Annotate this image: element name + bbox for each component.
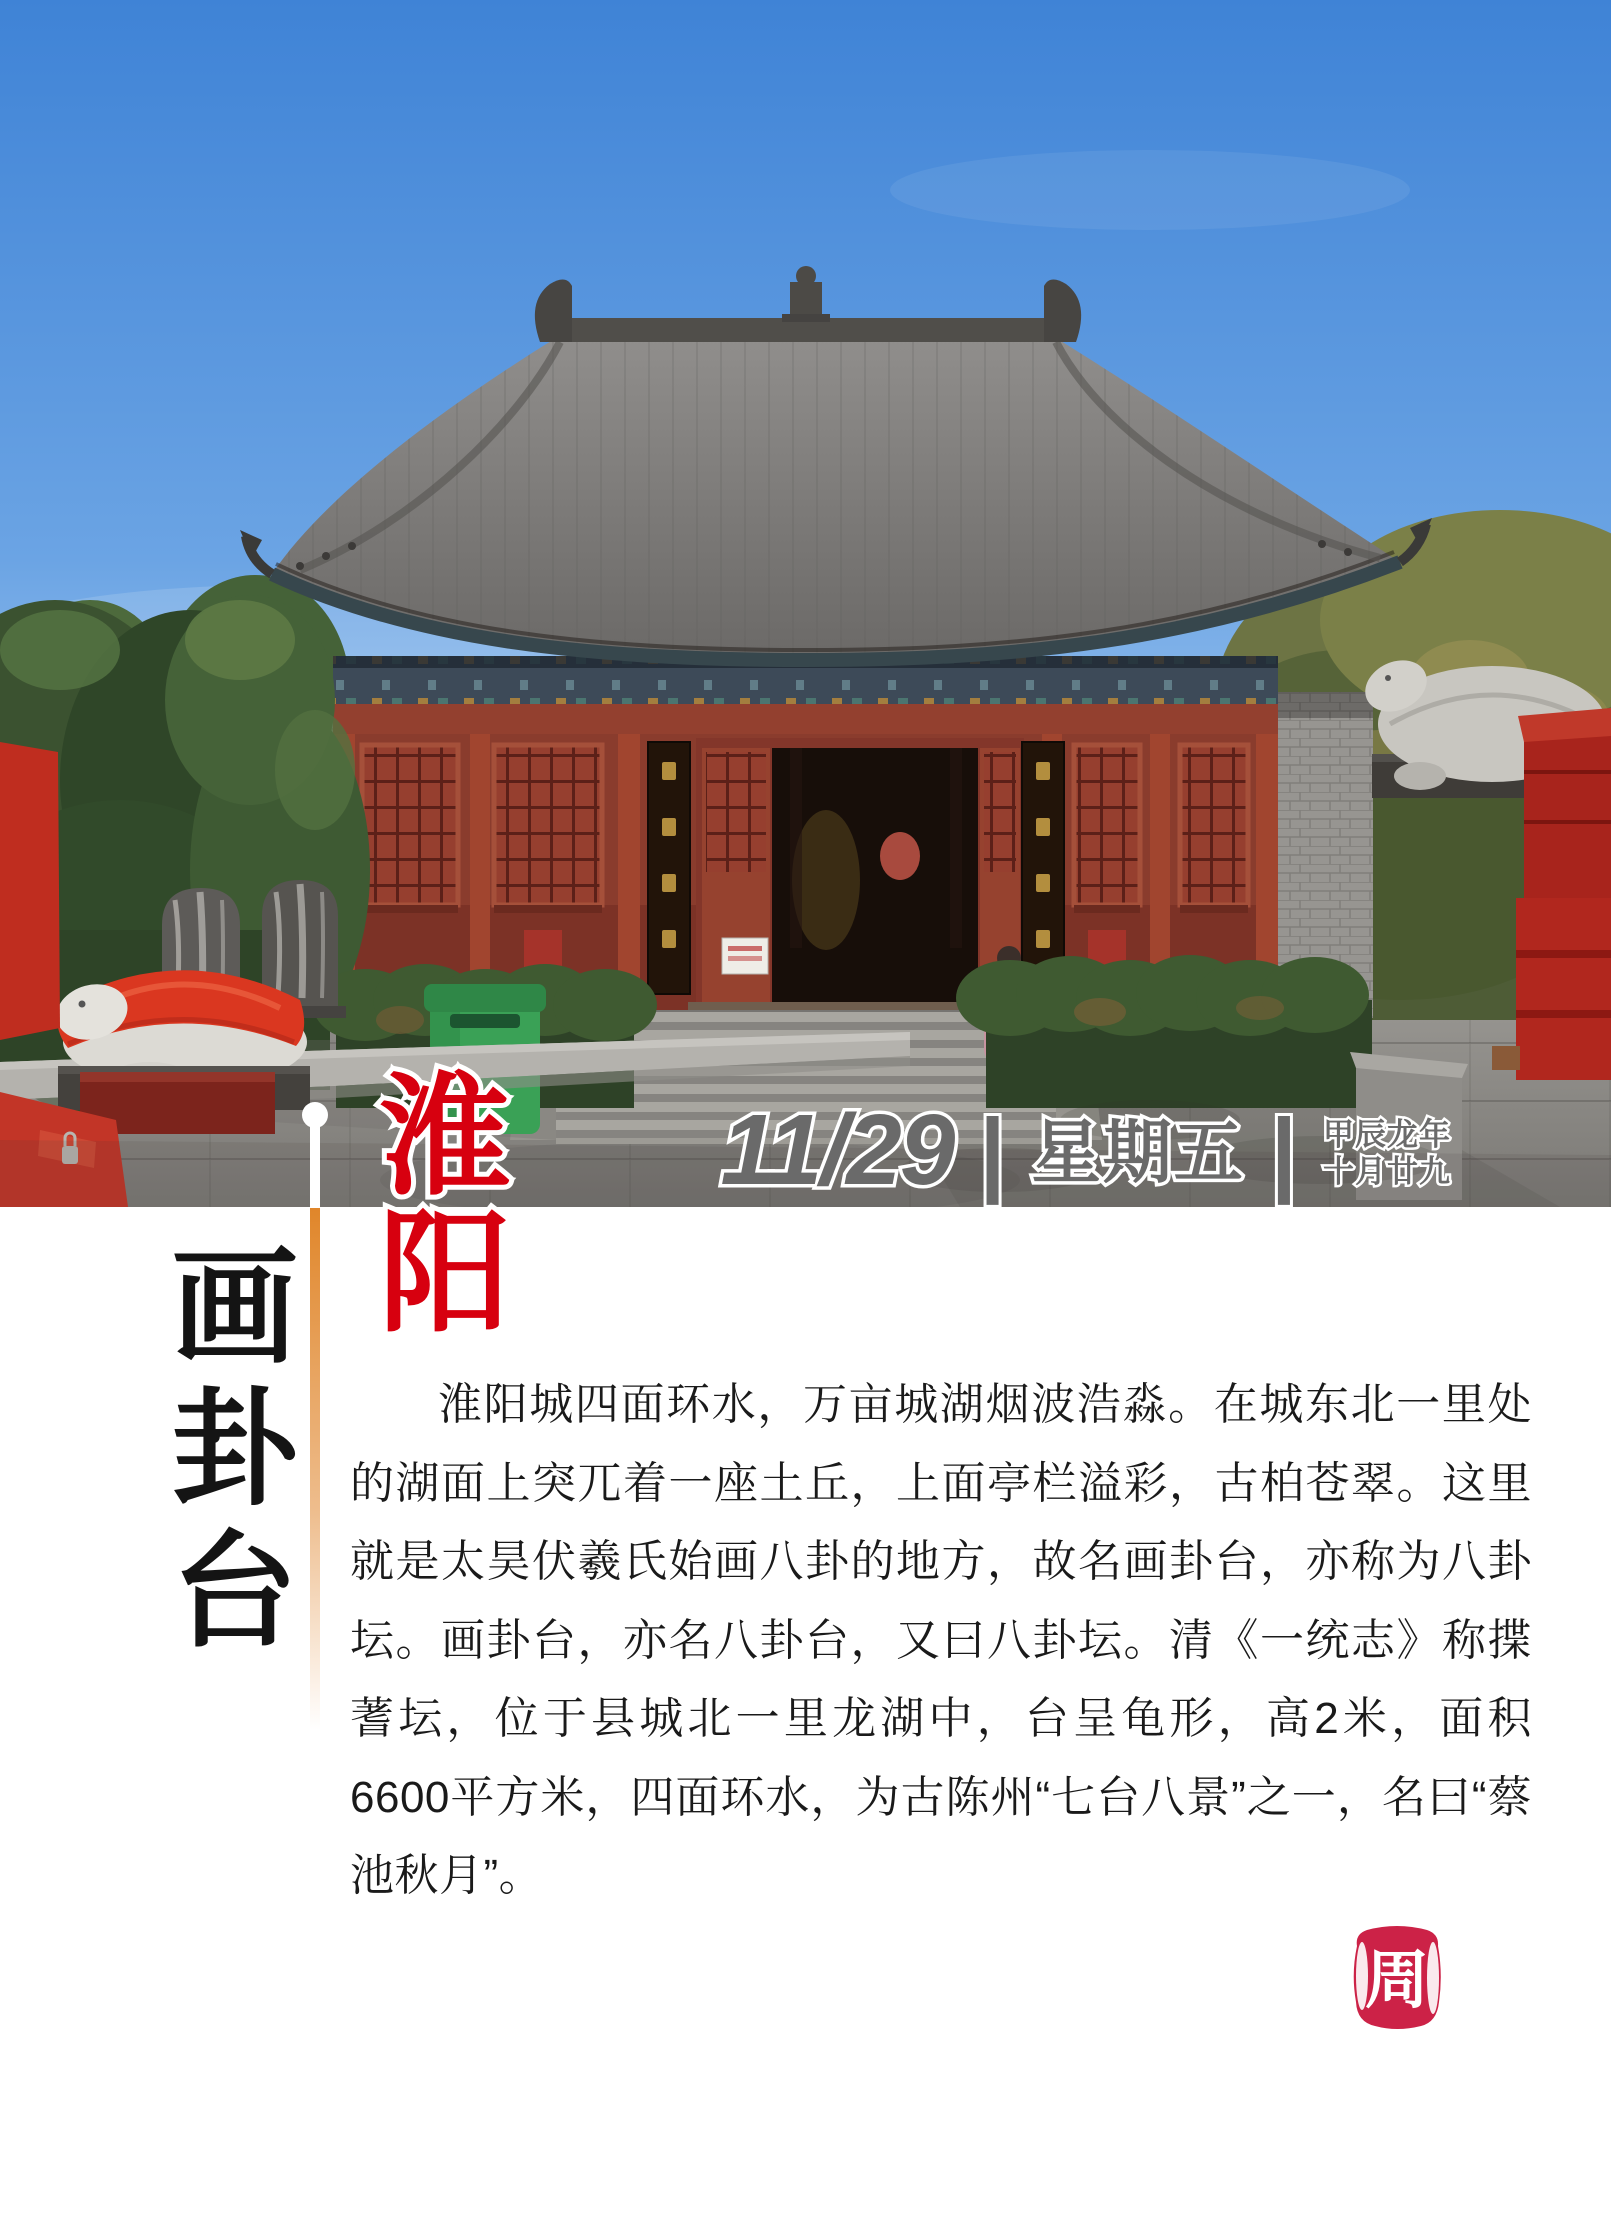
lunar-day-text: 十月廿九 十月廿九 xyxy=(1323,1156,1451,1187)
lunar-date xyxy=(1323,1119,1451,1187)
date-bar xyxy=(720,1094,1451,1206)
seal-graphic xyxy=(1345,1920,1449,2034)
timeline-line-orange xyxy=(310,1208,320,1730)
timeline-line-white xyxy=(310,1126,320,1208)
location-title: 淮阳 淮阳 xyxy=(366,1066,498,1340)
date-text: 11/29 11/29 xyxy=(721,1113,954,1187)
statue-glow xyxy=(792,810,860,950)
red-lantern xyxy=(880,832,920,880)
lunar-year-text: 甲辰龙年 甲辰龙年 xyxy=(1323,1119,1451,1150)
seal-character: 周 xyxy=(1365,1945,1429,2016)
article-paragraph: 淮阳城四面环水，万亩城湖烟波浩淼。在城东北一里处的湖面上突兀着一座土丘，上面亭栏溢彩，古柏苍翠。这里就是太昊伏羲氏始画八卦的地方，故名画卦台，亦称为八卦坛。画卦台，亦名八卦台，又曰八卦坛。清《一统志》称揲蓍坛，位于县城北一里龙湖中，台呈龟形，高2米，面积6600平方米，四面环水，为古陈州“七台八景”之一，名曰“蔡池秋月”。 xyxy=(350,1380,1532,1900)
date-separator: | | xyxy=(979,1116,1005,1187)
seal-stamp xyxy=(1345,1920,1449,2034)
weekday-text: 星期五 星期五 xyxy=(1032,1118,1245,1187)
vertical-title: 画卦台 xyxy=(153,1240,293,1666)
date-separator: | | xyxy=(1271,1116,1297,1187)
timeline-dot xyxy=(302,1102,328,1128)
ridge-ornament xyxy=(790,282,822,318)
